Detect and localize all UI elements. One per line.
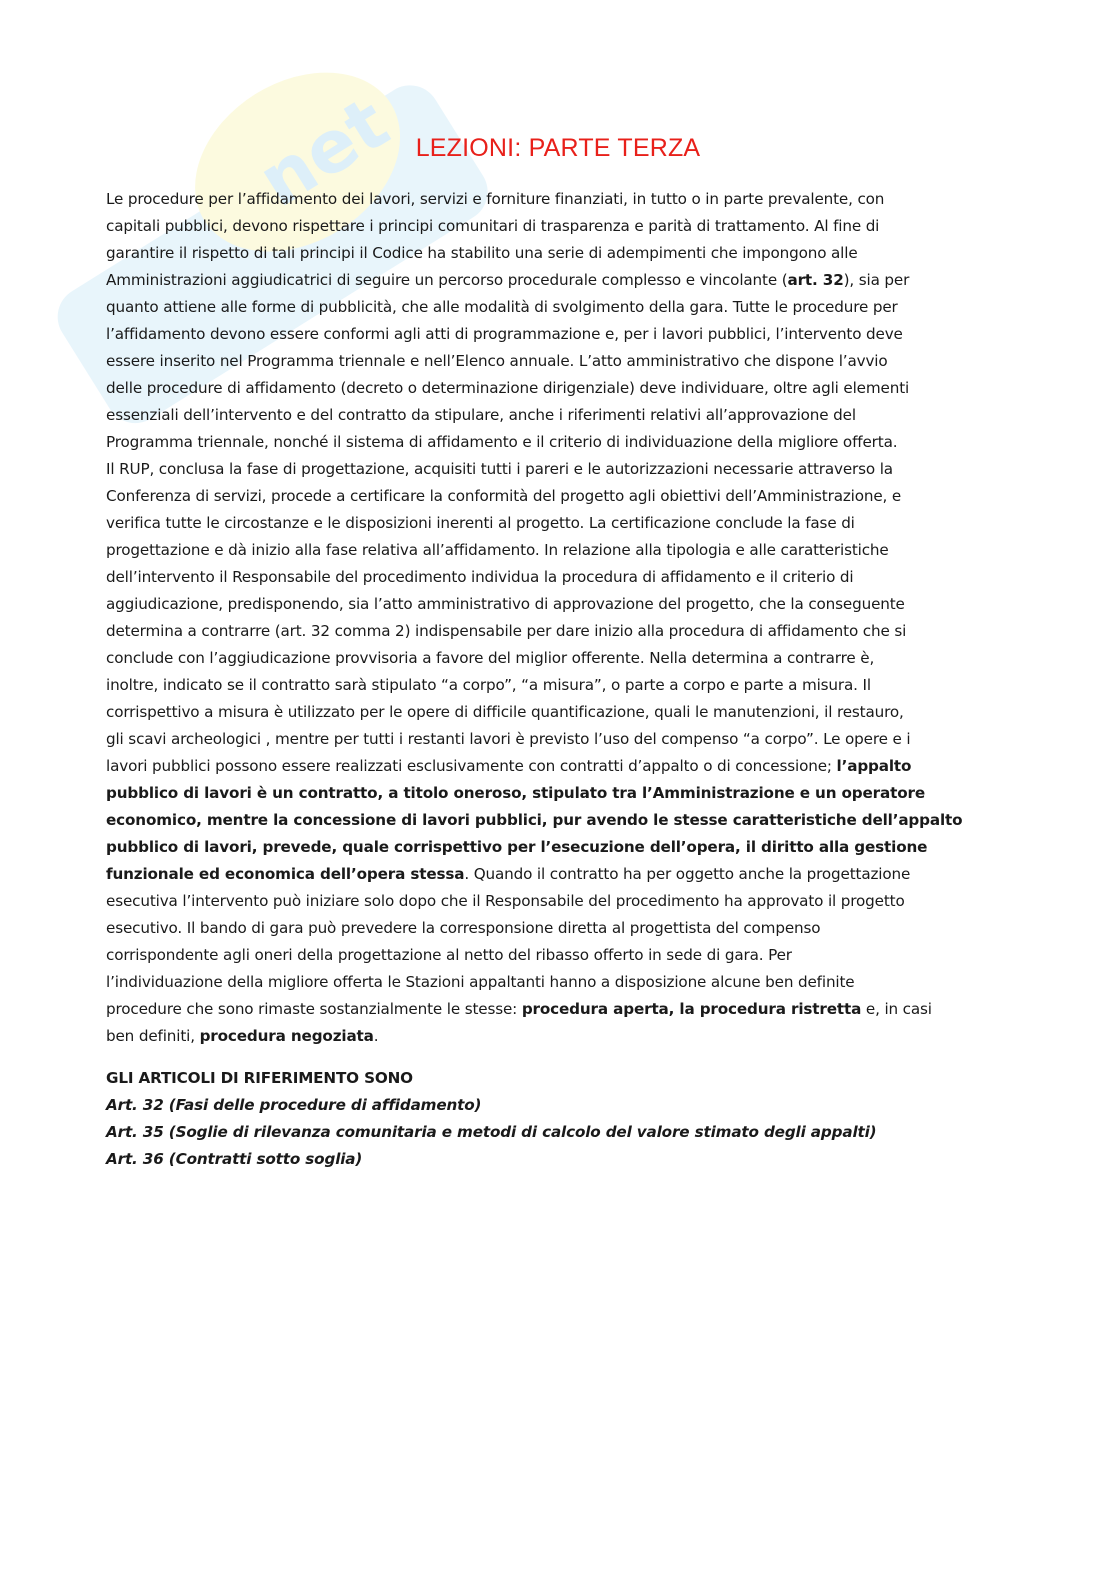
- text-run: Le procedure per l’affidamento dei lavori, servizi e forniture finanziati, in tutto o in parte prevalente, con: [106, 190, 885, 208]
- text-line: [106, 618, 1006, 645]
- text-run: esecutivo. Il bando di gara può prevedere la corresponsione diretta al progettista del compenso: [106, 919, 821, 937]
- text-line: [106, 996, 1006, 1023]
- text-run: capitali pubblici, devono rispettare i principi comunitari di trasparenza e parità di trattamento. Al fine di: [106, 217, 880, 235]
- text-run: lavori pubblici possono essere realizzati esclusivamente con contratti d’appalto o di concessione;: [106, 757, 837, 775]
- text-line: [106, 321, 1006, 348]
- text-run: .: [373, 1027, 379, 1045]
- text-line: [106, 267, 1006, 294]
- text-line: [106, 186, 1006, 213]
- text-run: Programma triennale, nonché il sistema di affidamento e il criterio di individuazione della migliore offerta.: [106, 433, 898, 451]
- text-line: [106, 429, 1006, 456]
- text-run: ben definiti,: [106, 1027, 200, 1045]
- text-line: [106, 645, 1006, 672]
- text-run: dell’intervento il Responsabile del procedimento individua la procedura di affidamento e il criterio di: [106, 568, 854, 586]
- watermark-text: net: [244, 80, 403, 224]
- text-run: l’individuazione della migliore offerta le Stazioni appaltanti hanno a disposizione alcune ben definite: [106, 973, 855, 991]
- text-run: Amministrazioni aggiudicatrici di seguire un percorso procedurale complesso e vincolante (: [106, 271, 788, 289]
- text-line: [106, 240, 1006, 267]
- text-run: Il RUP, conclusa la fase di progettazione, acquisiti tutti i pareri e le autorizzazioni necessarie attraverso la: [106, 460, 893, 478]
- text-run: quanto attiene alle forme di pubblicità, che alle modalità di svolgimento della gara. Tutte le procedure per: [106, 298, 898, 316]
- text-run: delle procedure di affidamento (decreto o determinazione dirigenziale) deve individuare, oltre agli elementi: [106, 379, 910, 397]
- text-run: conclude con l’aggiudicazione provvisoria a favore del miglior offerente. Nella determina a contrarre è,: [106, 649, 875, 667]
- text-run: . Quando il contratto ha per oggetto anche la progettazione: [464, 865, 911, 883]
- text-run: essenziali dell’intervento e del contratto da stipulare, anche i riferimenti relativi all’approvazione del: [106, 406, 856, 424]
- text-line: [106, 834, 1006, 861]
- text-line: [106, 375, 1006, 402]
- text-line: [106, 888, 1006, 915]
- bold-text: pubblico di lavori è un contratto, a titolo oneroso, stipulato tra l’Amministrazione e un operatore: [106, 784, 925, 802]
- text-run: ), sia per: [843, 271, 910, 289]
- bold-text: pubblico di lavori, prevede, quale corrispettivo per l’esecuzione dell’opera, il diritto alla gestione: [106, 838, 928, 856]
- text-line: [106, 780, 1006, 807]
- bold-text: funzionale ed economica dell’opera stessa: [106, 865, 465, 883]
- text-line: [106, 969, 1006, 996]
- reference-item: Art. 36 (Contratti sotto soglia): [106, 1150, 363, 1168]
- body-paragraph: [106, 186, 1006, 1050]
- text-run: esecutiva l’intervento può iniziare solo dopo che il Responsabile del procedimento ha approvato il progetto: [106, 892, 905, 910]
- text-line: [106, 915, 1006, 942]
- text-line: [106, 942, 1006, 969]
- text-line: [106, 213, 1006, 240]
- references-heading: GLI ARTICOLI DI RIFERIMENTO SONO: [106, 1069, 413, 1087]
- reference-item: Art. 32 (Fasi delle procedure di affidamento): [106, 1096, 482, 1114]
- text-run: aggiudicazione, predisponendo, sia l’atto amministrativo di approvazione del progetto, che la conseguente: [106, 595, 905, 613]
- text-run: determina a contrarre (art. 32 comma 2) indispensabile per dare inizio alla procedura di affidamento che si: [106, 622, 907, 640]
- text-line: [106, 672, 1006, 699]
- text-line: [106, 1023, 1006, 1050]
- text-run: corrispondente agli oneri della progettazione al netto del ribasso offerto in sede di gara. Per: [106, 946, 792, 964]
- text-line: [106, 726, 1006, 753]
- text-line: [106, 591, 1006, 618]
- page-title: LEZIONI: PARTE TERZA: [415, 134, 701, 162]
- text-line: [106, 537, 1006, 564]
- text-line: [106, 483, 1006, 510]
- bold-text: l’appalto: [836, 757, 912, 775]
- bold-text: procedura negoziata: [199, 1027, 374, 1045]
- bold-text: art. 32: [787, 271, 844, 289]
- text-run: progettazione e dà inizio alla fase relativa all’affidamento. In relazione alla tipologia e alle caratteristiche: [106, 541, 889, 559]
- text-run: Conferenza di servizi, procede a certificare la conformità del progetto agli obiettivi dell’Amministrazione, e: [106, 487, 902, 505]
- text-run: essere inserito nel Programma triennale e nell’Elenco annuale. L’atto amministrativo che dispone l’avvio: [106, 352, 888, 370]
- text-run: gli scavi archeologici , mentre per tutti i restanti lavori è previsto l’uso del compenso “a corpo”. Le opere e i: [106, 730, 911, 748]
- text-run: garantire il rispetto di tali principi il Codice ha stabilito una serie di adempimenti che impongono alle: [106, 244, 858, 262]
- bold-text: economico, mentre la concessione di lavori pubblici, pur avendo le stesse caratteristiche dell’appalto: [106, 811, 963, 829]
- text-line: [106, 402, 1006, 429]
- text-run: corrispettivo a misura è utilizzato per le opere di difficile quantificazione, quali le manutenzioni, il restauro,: [106, 703, 904, 721]
- text-line: [106, 861, 1006, 888]
- text-run: l’affidamento devono essere conformi agli atti di programmazione e, per i lavori pubblici, l’intervento deve: [106, 325, 903, 343]
- text-run: procedure che sono rimaste sostanzialmente le stesse:: [106, 1000, 522, 1018]
- text-line: [106, 294, 1006, 321]
- text-line: [106, 456, 1006, 483]
- text-line: [106, 807, 1006, 834]
- text-line: [106, 348, 1006, 375]
- text-line: [106, 510, 1006, 537]
- text-line: [106, 699, 1006, 726]
- text-run: verifica tutte le circostanze e le disposizioni inerenti al progetto. La certificazione conclude la fase di: [106, 514, 855, 532]
- references-section: [106, 1065, 1006, 1173]
- reference-item: Art. 35 (Soglie di rilevanza comunitaria e metodi di calcolo del valore stimato degli appalti): [106, 1123, 877, 1141]
- text-line: [106, 753, 1006, 780]
- bold-text: procedura aperta, la procedura ristretta: [521, 1000, 862, 1018]
- text-run: inoltre, indicato se il contratto sarà stipulato “a corpo”, “a misura”, o parte a corpo e parte a misura. Il: [106, 676, 871, 694]
- text-run: e, in casi: [861, 1000, 932, 1018]
- text-line: [106, 564, 1006, 591]
